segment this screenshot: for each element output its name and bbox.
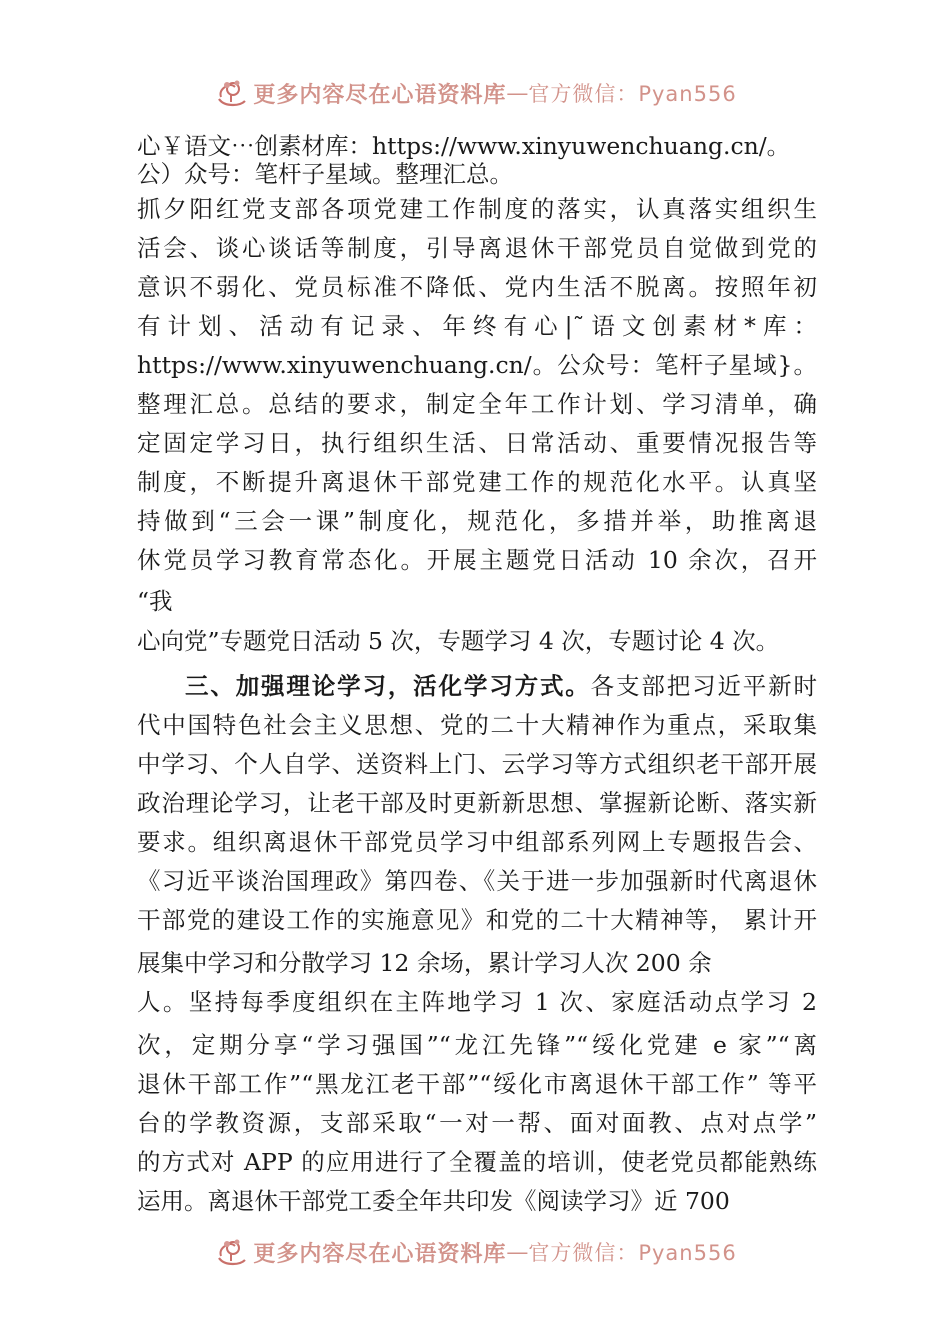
para1-line-9: 持做到“三会一课”制度化，规范化，多措并举，助推离退 bbox=[137, 507, 817, 535]
header-line-1: 心￥语文⋯创素材库：https://www.xinyuwenchuang.cn/。 bbox=[137, 132, 791, 160]
para1-line-12: 心向党”专题党日活动 5 次，专题学习 4 次，专题讨论 4 次。 bbox=[137, 627, 780, 655]
section3-first-line bbox=[185, 671, 817, 701]
watermark-wechat: 官方微信：Pyan556 bbox=[528, 82, 737, 106]
tree-hand-logo-icon bbox=[213, 1234, 249, 1270]
watermark-text: 更多内容尽在心语资料库 bbox=[253, 81, 507, 108]
section3-line-9: 次，定期分享“学习强国”“龙江先锋”“绥化党建 e 家”“离 bbox=[137, 1031, 817, 1059]
section3-line-12: 的方式对 APP 的应用进行了全覆盖的培训，使老党员都能熟练 bbox=[137, 1148, 817, 1176]
watermark-wechat: 官方微信：Pyan556 bbox=[528, 1241, 737, 1265]
section3-line-3: 政治理论学习，让老干部及时更新新思想、掌握新论断、落实新 bbox=[137, 789, 817, 817]
para1-line-3: 意识不弱化、党员标准不降低、党内生活不脱离。按照年初 bbox=[137, 273, 817, 301]
section3-line-5: 《习近平谈治国理政》第四卷、《关于进一步加强新时代离退休 bbox=[137, 867, 817, 895]
watermark-banner-bottom bbox=[0, 1230, 950, 1274]
para1-line-10: 休党员学习教育常态化。开展主题党日活动 10 余次，召开 bbox=[137, 546, 817, 574]
tree-hand-logo-icon bbox=[213, 75, 249, 111]
section3-line-4: 要求。组织离退休干部党员学习中组部系列网上专题报告会、 bbox=[137, 828, 817, 856]
section3-line-6: 干部党的建设工作的实施意见》和党的二十大精神等， 累计开 bbox=[137, 906, 817, 934]
header-line-2: 公）众号：笔杆子星域。整理汇总。 bbox=[137, 160, 513, 188]
section3-line-8: 人。坚持每季度组织在主阵地学习 1 次、家庭活动点学习 2 bbox=[137, 988, 817, 1016]
para1-line-1: 抓夕阳红党支部各项党建工作制度的落实，认真落实组织生 bbox=[137, 195, 817, 223]
section3-line-13: 运用。离退休干部党工委全年共印发《阅读学习》近 700 bbox=[137, 1187, 730, 1215]
section3-line-10: 退休干部工作”“黑龙江老干部”“绥化市离退休干部工作” 等平 bbox=[137, 1070, 817, 1098]
section3-line-1: 代中国特色社会主义思想、党的二十大精神作为重点，采取集 bbox=[137, 711, 817, 739]
watermark-separator: — bbox=[506, 80, 529, 106]
para1-line-7: 定固定学习日，执行组织生活、日常活动、重要情况报告等 bbox=[137, 429, 817, 457]
watermark-text: 更多内容尽在心语资料库 bbox=[253, 1240, 507, 1267]
para1-line-4: 有计划、活动有记录、年终有心|˜语文创素材*库： bbox=[137, 312, 817, 340]
section3-line-2: 中学习、个人自学、送资料上门、云学习等方式组织老干部开展 bbox=[137, 750, 817, 778]
section3-heading: 三、加强理论学习，活化学习方式。 bbox=[185, 672, 591, 700]
section3-line-11: 台的学教资源，支部采取“一对一帮、面对面教、点对点学” bbox=[137, 1109, 817, 1137]
watermark-banner-top bbox=[0, 71, 950, 115]
para1-line-8: 制度，不断提升离退休干部党建工作的规范化水平。认真坚 bbox=[137, 468, 817, 496]
watermark-separator: — bbox=[506, 1239, 529, 1265]
para1-line-11: “我 bbox=[137, 587, 173, 615]
section3-line-7: 展集中学习和分散学习 12 余场，累计学习人次 200 余 bbox=[137, 949, 712, 977]
para1-line-6: 整理汇总。总结的要求，制定全年工作计划、学习清单，确 bbox=[137, 390, 817, 418]
para1-line-5: https://www.xinyuwenchuang.cn/。公众号：笔杆子星域}。 bbox=[137, 351, 817, 379]
para1-line-2: 活会、谈心谈话等制度，引导离退休干部党员自觉做到党的 bbox=[137, 234, 817, 262]
section3-first-line-rest: 各支部把习近平新时 bbox=[590, 672, 818, 700]
